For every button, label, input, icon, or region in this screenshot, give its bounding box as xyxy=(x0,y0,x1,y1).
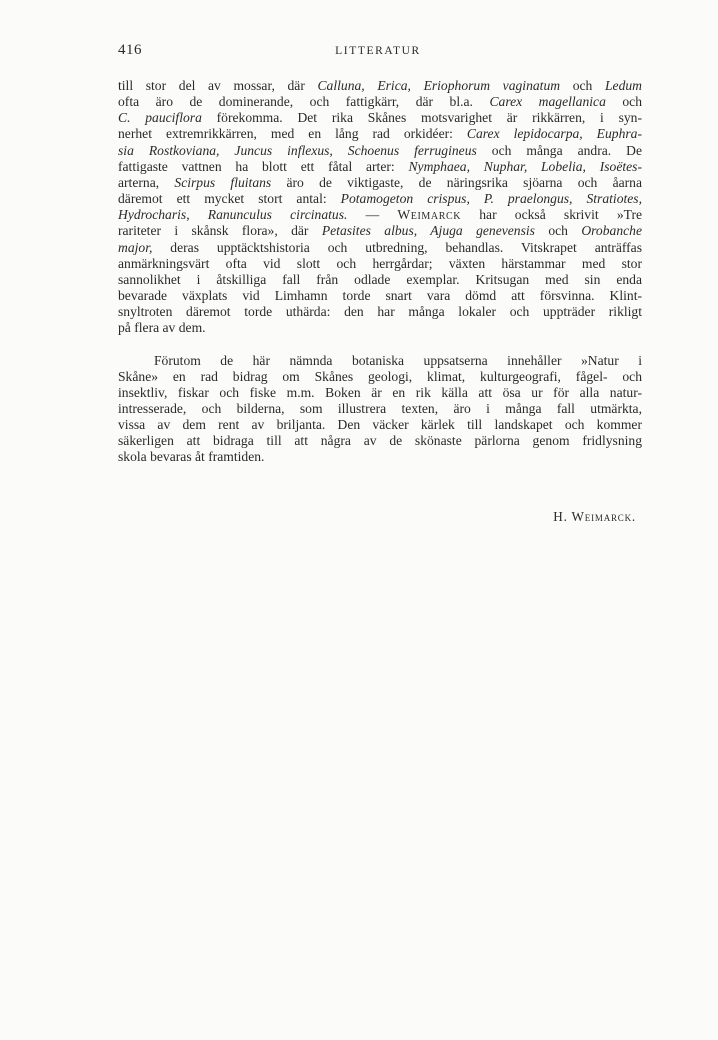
italic-species-name: Potamogeton crispus, P. praelongus, Stratiotes, xyxy=(340,191,642,207)
text-run: - xyxy=(637,158,642,174)
running-head: LITTERATUR xyxy=(335,45,421,57)
italic-species-name: Orobanche xyxy=(581,223,642,239)
italic-species-name: Ledum xyxy=(604,78,642,93)
text-line xyxy=(118,110,642,126)
text-run: däremot ett mycket stort antal: xyxy=(118,191,341,207)
text-run: insektliv, fiskar och fiske m.m. Boken är en rik källa att ösa ur för alla natur- xyxy=(118,384,642,400)
text-line xyxy=(118,449,642,465)
text-run: och många andra. De xyxy=(476,142,642,158)
text-line xyxy=(118,256,642,272)
text-run: arterna, xyxy=(118,174,175,190)
page-number: 416 xyxy=(118,42,142,58)
text-line xyxy=(118,353,642,369)
text-run: på flera av dem. xyxy=(118,320,206,336)
text-run: och xyxy=(605,94,642,110)
text-run: Skåne» en rad bidrag om Skånes geologi, klimat, kulturgeografi, fågel- och xyxy=(118,368,642,384)
text-run: sannolikhet i åtskilliga fall från odlade exemplar. Kritsugan med sin enda xyxy=(118,271,642,287)
text-line xyxy=(118,159,642,175)
text-run: rariteter i skånsk flora», där xyxy=(118,223,322,239)
text-run: har också skrivit »Tre xyxy=(461,207,643,223)
text-line xyxy=(118,207,642,223)
paragraph-gap xyxy=(118,337,642,353)
italic-species-name: major, xyxy=(118,239,153,255)
text-line xyxy=(118,433,642,449)
italic-species-name: Scirpus fluitans xyxy=(174,174,272,190)
paragraph xyxy=(118,353,642,466)
text-line xyxy=(118,401,642,417)
text-line xyxy=(118,78,642,94)
text-line xyxy=(118,126,642,142)
text-line xyxy=(118,240,642,256)
text-line xyxy=(118,94,642,110)
text-run: äro de viktigaste, de näringsrika sjöarna och åarna xyxy=(271,174,642,190)
text-line xyxy=(118,417,642,433)
text-line xyxy=(118,304,642,320)
text-run: säkerligen att bidraga till att några av de skönaste pärlorna genom fridlysning xyxy=(118,433,642,449)
text-run: skola bevaras åt framtiden. xyxy=(118,449,265,465)
text-line xyxy=(118,175,642,191)
text-run: anmärkningsvärt ofta vid slott och herrgårdar; växten härstammar med stor xyxy=(118,255,642,271)
italic-species-name: Hydrocharis, Ranunculus circinatus. xyxy=(118,207,348,223)
italic-species-name: Calluna, Erica, Eriophorum vaginatum xyxy=(317,78,561,93)
text-run: snyltroten däremot torde uthärda: den har många lokaler och uppträder rikligt xyxy=(118,304,642,320)
text-line xyxy=(118,223,642,239)
text-run: ofta äro de dominerande, och fattigkärr, där bl.a. xyxy=(118,94,490,110)
text-line xyxy=(118,191,642,207)
text-line xyxy=(118,143,642,159)
text-run: — xyxy=(347,207,398,223)
text-run: förekomma. Det rika Skånes motsvarighet är rikkärren, i syn- xyxy=(201,110,642,126)
text-line xyxy=(118,272,642,288)
text-run: och xyxy=(560,78,605,93)
text-run: bevarade växplats vid Limhamn torde snart vara dömd att försvinna. Klint- xyxy=(118,288,642,304)
text-run: Förutom de här nämnda botaniska uppsatserna innehåller »Natur i xyxy=(154,352,642,368)
italic-species-name: Nymphaea, Nuphar, Lobelia, Isoëtes xyxy=(408,158,638,174)
small-caps-name: Weimarck xyxy=(397,207,462,223)
italic-species-name: Petasites albus, Ajuga genevensis xyxy=(321,223,535,239)
text-run: och xyxy=(534,223,582,239)
italic-species-name: Carex lepidocarpa, Euphra- xyxy=(466,126,642,142)
text-run: fattigaste vattnen ha blott ett fåtal arter: xyxy=(118,158,409,174)
text-line xyxy=(118,369,642,385)
paragraph xyxy=(118,78,642,337)
text-line xyxy=(118,385,642,401)
text-run: intresserade, och bilderna, som illustrera texten, äro i många fall utmärkta, xyxy=(118,400,642,416)
text-run: vissa av dem rent av briljanta. Den väcker kärlek till landskapet och kommer xyxy=(118,417,642,433)
italic-species-name: C. pauciflora xyxy=(118,110,202,126)
text-run: till stor del av mossar, där xyxy=(118,78,318,93)
italic-species-name: Carex magellanica xyxy=(489,94,606,110)
author-signature: H. Weimarck. xyxy=(553,509,636,524)
text-line xyxy=(118,320,642,336)
italic-species-name: sia Rostkoviana, Juncus inflexus, Schoenus ferrugineus xyxy=(118,142,477,158)
text-run: nerhet extremrikkärren, med en lång rad orkidéer: xyxy=(118,126,467,142)
text-line xyxy=(118,288,642,304)
review-body-text xyxy=(118,78,642,466)
page-header xyxy=(118,42,638,62)
text-run: deras upptäcktshistoria och utbredning, behandlas. Vitskrapet anträffas xyxy=(152,239,642,255)
